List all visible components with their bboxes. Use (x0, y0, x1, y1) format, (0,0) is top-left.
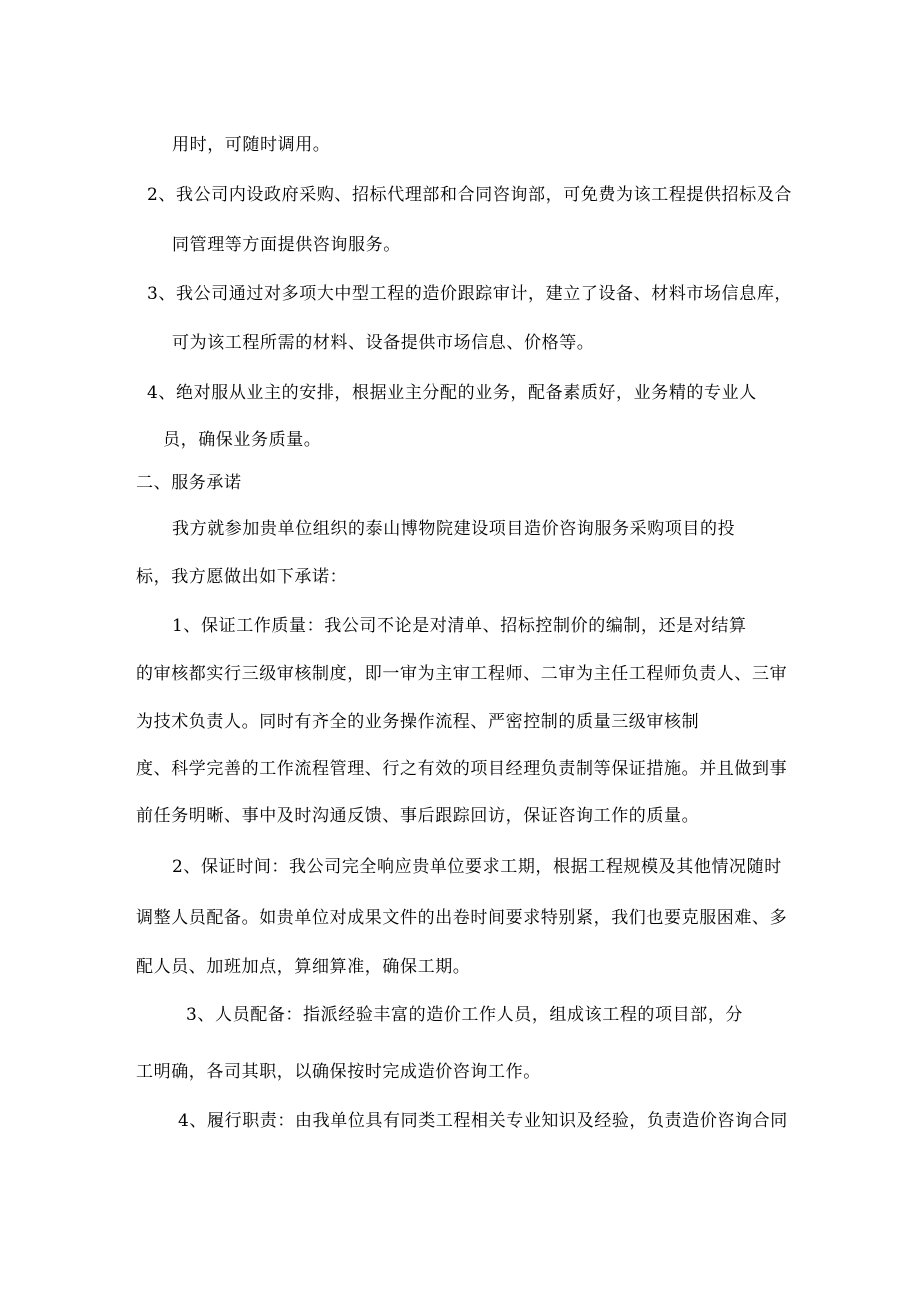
text-line: 用时，可随时调用。 (172, 135, 331, 155)
commitment-1-line: 的审核都实行三级审核制度，即一审为主审工程师、二审为主任工程师负责人、三审 (136, 664, 788, 684)
paragraph-line: 标，我方愿做出如下承诺： (136, 567, 348, 587)
commitment-1-line: 1、保证工作质量：我公司不论是对清单、招标控制价的编制，还是对结算 (172, 616, 747, 636)
text-line: 可为该工程所需的材料、设备提供市场信息、价格等。 (172, 333, 595, 353)
commitment-2-line: 2、保证时间：我公司完全响应贵单位要求工期，根据工程规模及其他情况随时 (172, 857, 782, 877)
paragraph-line: 我方就参加贵单位组织的泰山博物院建设项目造价咨询服务采购项目的投 (172, 519, 736, 539)
commitment-2-line: 调整人员配备。如贵单位对成果文件的出卷时间要求特别紧，我们也要克服困难、多 (136, 908, 788, 928)
commitment-1-line: 度、科学完善的工作流程管理、行之有效的项目经理负责制等保证措施。并且做到事 (136, 759, 788, 779)
commitment-2-line: 配人员、加班加点，算细算准，确保工期。 (136, 957, 471, 977)
text-line: 员，确保业务质量。 (163, 430, 322, 450)
list-item-4: 4、绝对服从业主的安排，根据业主分配的业务，配备素质好，业务精的专业人 (147, 383, 757, 403)
commitment-3-line: 工明确，各司其职，以确保按时完成造价咨询工作。 (136, 1062, 541, 1082)
list-item-3: 3、我公司通过对多项大中型工程的造价跟踪审计，建立了设备、材料市场信息库， (147, 284, 793, 304)
list-item-2: 2、我公司内设政府采购、招标代理部和合同咨询部，可免费为该工程提供招标及合 (147, 185, 793, 205)
commitment-4-line: 4、履行职责：由我单位具有同类工程相关专业知识及经验，负责造价咨询合同 (178, 1111, 788, 1131)
section-heading: 二、服务承诺 (136, 473, 242, 493)
commitment-1-line: 前任务明晰、事中及时沟通反馈、事后跟踪回访，保证咨询工作的质量。 (136, 806, 700, 826)
text-line: 同管理等方面提供咨询服务。 (172, 235, 401, 255)
commitment-3-line: 3、人员配备：指派经验丰富的造价工作人员，组成该工程的项目部，分 (186, 1005, 744, 1025)
commitment-1-line: 为技术负责人。同时有齐全的业务操作流程、严密控制的质量三级审核制 (136, 712, 700, 732)
